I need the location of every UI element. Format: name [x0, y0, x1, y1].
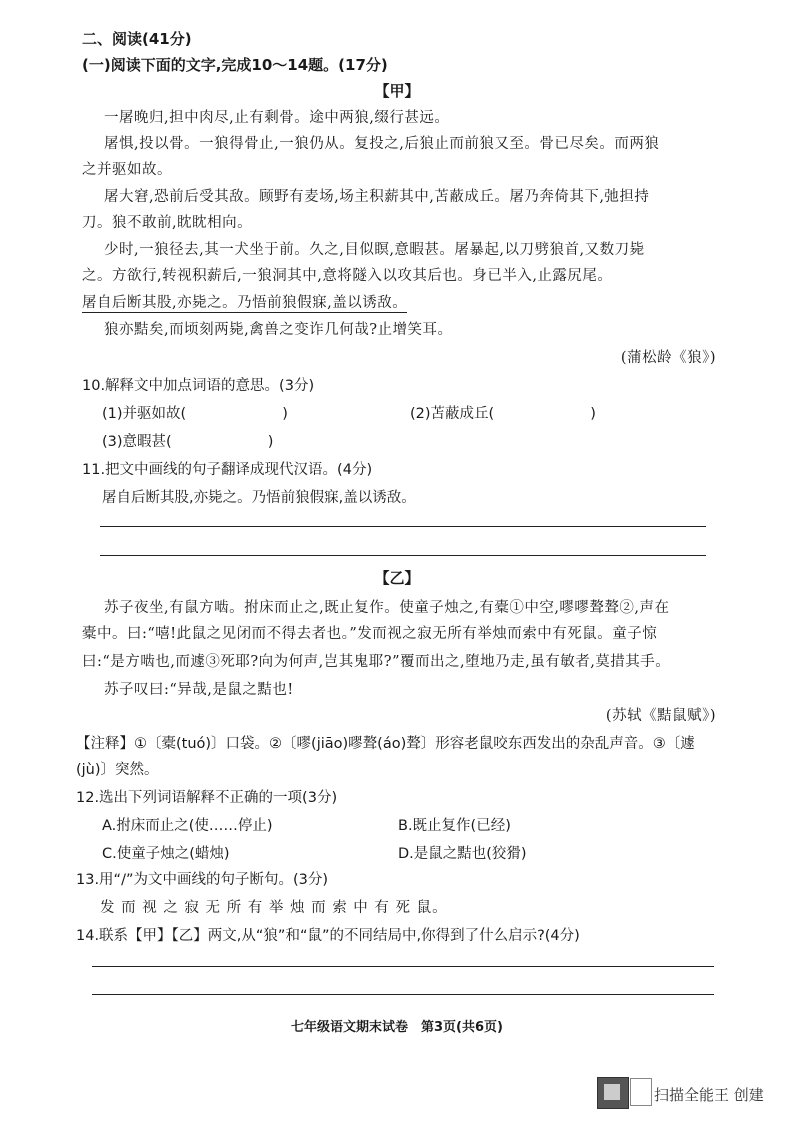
yi-para-2: 苏子叹曰:“异哉,是鼠之黠也!: [104, 682, 294, 698]
yi-label: 【乙】: [374, 569, 420, 587]
q10-stem: 10.解释文中加点词语的意思。(3分): [82, 378, 315, 394]
q10-item-2: (2)苫蔽成丘( ): [410, 406, 596, 422]
jia-para-3b: 刀。狼不敢前,眈眈相向。: [82, 215, 253, 231]
q12-option-b[interactable]: B.既止复作(已经): [398, 818, 511, 834]
jia-underlined-sentence: 屠自后断其股,亦毙之。乃悟前狼假寐,盖以诱敌。: [82, 295, 408, 311]
q14-answer-line-2[interactable]: [92, 994, 714, 995]
q14-answer-line-1[interactable]: [92, 966, 714, 967]
yi-para-1b: 橐中。曰:“嘻!此鼠之见闭而不得去者也。”发而视之寂无所有举烛而索中有死鼠。童子惊: [82, 626, 658, 642]
q10-item-3: (3)意暇甚( ): [102, 434, 274, 450]
page-footer: 七年级语文期末试卷 第3页(共6页): [291, 1020, 503, 1035]
jia-para-1: 一屠晚归,担中肉尽,止有剩骨。途中两狼,缀行甚远。: [104, 110, 450, 126]
jia-label: 【甲】: [374, 82, 420, 100]
q11-sentence: 屠自后断其股,亦毙之。乃悟前狼假寐,盖以诱敌。: [102, 490, 416, 506]
jia-para-4c: [82, 291, 407, 312]
q13-stem: 13.用“/”为文中画线的句子断句。(3分): [76, 872, 329, 888]
jia-para-2b: 之并驱如故。: [82, 162, 172, 178]
q12-option-c[interactable]: C.使童子烛之(蜡烛): [102, 846, 230, 862]
jia-para-3: 屠大窘,恐前后受其敌。顾野有麦场,场主积薪其中,苫蔽成丘。屠乃奔倚其下,弛担持: [104, 189, 650, 205]
yi-para-1: 苏子夜坐,有鼠方啮。拊床而止之,既止复作。使童子烛之,有橐①中空,嘐嘐聱聱②,声在: [104, 600, 670, 616]
camscanner-logo: [597, 1077, 629, 1109]
q11-answer-line-1[interactable]: [100, 526, 706, 527]
yi-source: (苏轼《黠鼠赋》): [605, 708, 716, 724]
jia-para-4b: 之。方欲行,转视积薪后,一狼洞其中,意将隧入以攻其后也。身已半入,止露尻尾。: [82, 268, 613, 284]
q12-option-a[interactable]: A.拊床而止之(使……停止): [102, 818, 273, 834]
jia-para-4: 少时,一狼径去,其一犬坐于前。久之,目似瞑,意暇甚。屠暴起,以刀劈狼首,又数刀毙: [104, 242, 645, 258]
q13-sentence: 发 而 视 之 寂 无 所 有 举 烛 而 索 中 有 死 鼠。: [100, 900, 448, 916]
q10-item-1: (1)并驱如故( ): [102, 406, 288, 422]
q12-stem: 12.选出下列词语解释不正确的一项(3分): [76, 790, 338, 806]
yi-para-1c: 曰:“是方啮也,而遽③死耶?向为何声,岂其鬼耶?”覆而出之,堕地乃走,虽有敏者,莫措其手。: [82, 654, 671, 670]
yi-notes-1: 【注释】①〔橐(tuó)〕口袋。②〔嘐(jiāo)嘐聱(áo)聱〕形容老鼠咬东西发出的杂乱声音。③〔遽: [76, 736, 695, 752]
subsection-title: (一)阅读下面的文字,完成10～14题。(17分): [82, 56, 388, 74]
q14-stem: 14.联系【甲】【乙】两文,从“狼”和“鼠”的不同结局中,你得到了什么启示?(4分): [76, 928, 580, 944]
jia-para-5: 狼亦黠矣,而顷刻两毙,禽兽之变诈几何哉?止增笑耳。: [104, 322, 453, 338]
camscanner-badge: [630, 1078, 652, 1106]
yi-notes-2: (jù)〕突然。: [76, 762, 159, 778]
jia-para-2: 屠惧,投以骨。一狼得骨止,一狼仍从。复投之,后狼止而前狼又至。骨已尽矣。而两狼: [104, 136, 660, 152]
watermark-text: 扫描全能王 创建: [654, 1086, 764, 1104]
section-title: 二、阅读(41分): [82, 30, 192, 48]
q11-answer-line-2[interactable]: [100, 555, 706, 556]
q12-option-d[interactable]: D.是鼠之黠也(狡猾): [398, 846, 527, 862]
jia-source: (蒲松龄《狼》): [620, 350, 716, 366]
q11-stem: 11.把文中画线的句子翻译成现代汉语。(4分): [82, 462, 373, 478]
